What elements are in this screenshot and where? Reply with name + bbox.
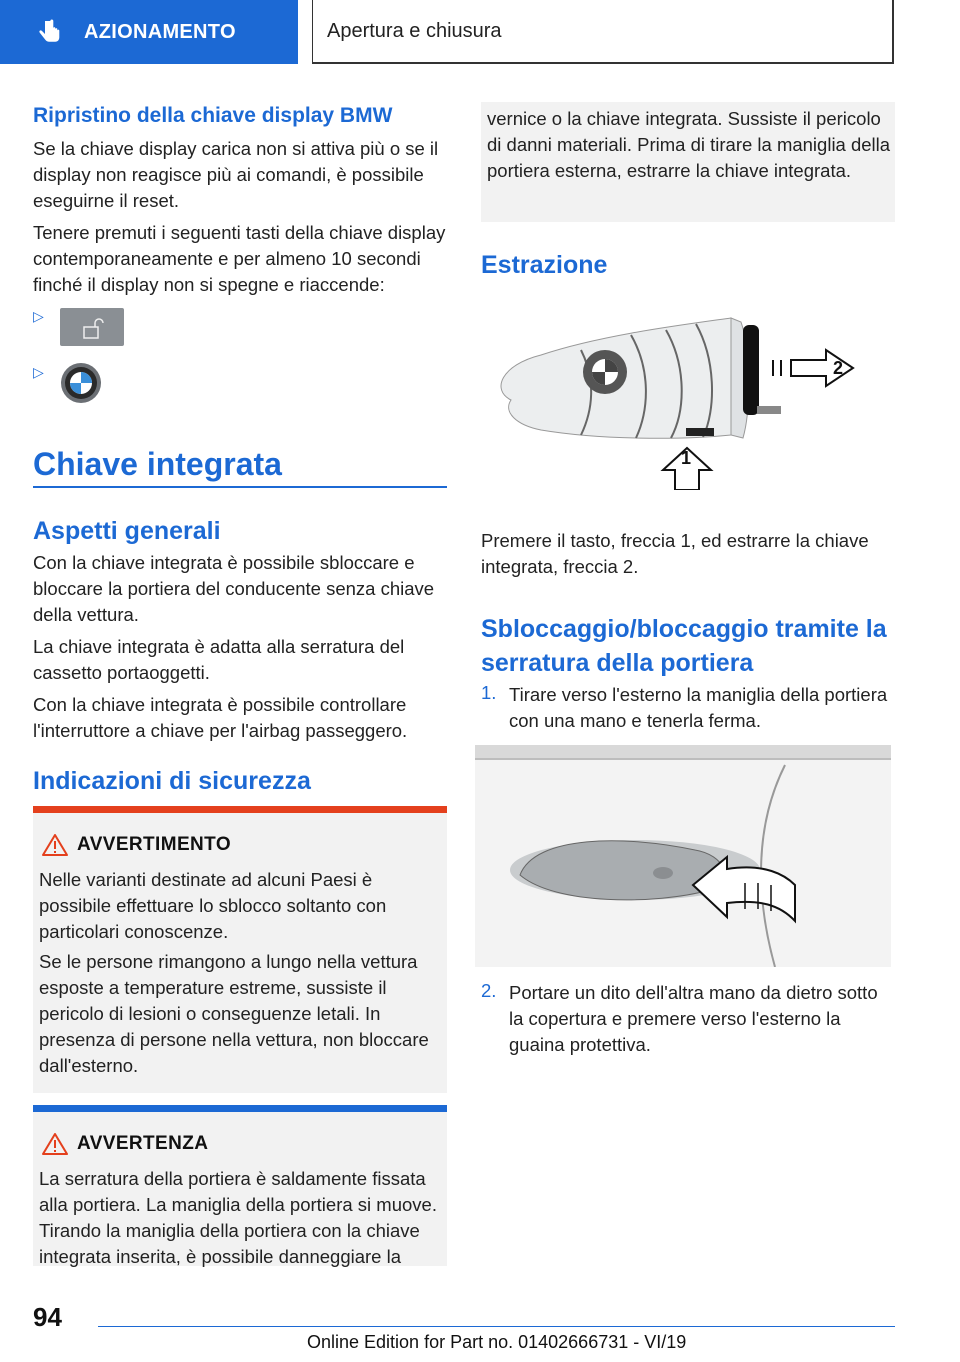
bmw-button-image (60, 362, 102, 404)
notice-bar (33, 1105, 447, 1112)
reset-paragraph-2: Tenere premuti i seguenti tasti della chiave display contemporaneamente e per almeno 10 secondi finché il display non si spegne e riaccende: (33, 222, 446, 295)
warning-triangle-icon (41, 833, 69, 857)
warning-title: AVVERTIMENTO (77, 834, 231, 855)
door-handle-image (475, 745, 891, 967)
unlock-title: Sbloccaggio/bloccaggio tramite la serratura della portiera (481, 615, 887, 677)
general-paragraph-1: Con la chiave integrata è possibile sbloccare e bloccare la portiera del conducente senza chiave della vettura. (33, 552, 435, 625)
general-paragraph-2: La chiave integrata è adatta alla serratura del cassetto portaoggetti. (33, 636, 405, 683)
step-1-number: 1. (481, 682, 497, 703)
edition-footer: Online Edition for Part no. 01402666731 - VI/19 (307, 1332, 687, 1352)
notice-paragraph: La serratura della portiera è saldamente fissata alla portiera. La maniglia della portiera si muove. Tirando la maniglia della portiera con la chiave integrata inserita, è possibile danneggiare la (39, 1168, 437, 1267)
general-section (33, 514, 447, 744)
bmw-logo-icon (60, 362, 102, 404)
warning-paragraph-2: Se le persone rimangono a lungo nella vettura esposte a temperature estreme, sussiste il pericolo di lesioni o conseguenze letali. In presenza di persone nella vettura, non bloccare dall'esterno. (39, 951, 429, 1076)
reset-section (33, 104, 447, 298)
arrow-2-label: 2 (833, 358, 844, 378)
chapter-header (312, 0, 894, 64)
warning-bar (33, 806, 447, 813)
extract-title: Estrazione (481, 251, 608, 279)
notice-continuation: vernice o la chiave integrata. Sussiste il pericolo di danni materiali. Prima di tirare la maniglia della portiera esterna, estrarre la chiave integrata. (487, 108, 891, 181)
main-title: Chiave integrata (33, 446, 282, 482)
arrow-1-label: 1 (681, 448, 692, 468)
footer-rule (98, 1326, 895, 1327)
reset-title: Ripristino della chiave display BMW (33, 104, 393, 127)
hand-pointer-icon (36, 18, 64, 46)
general-paragraph-3: Con la chiave integrata è possibile controllare l'interruttore a chiave per l'airbag passeggero. (33, 694, 408, 741)
notice-title: AVVERTENZA (77, 1133, 209, 1154)
notice-box (33, 1112, 447, 1266)
notice-continuation-box (481, 102, 895, 222)
section-tab[interactable] (0, 0, 298, 64)
step-2-text: Portare un dito dell'altra mano da dietro sotto la copertura e premere verso l'esterno la guaina protettiva. (509, 982, 878, 1055)
warning-paragraph-1: Nelle varianti destinate ad alcuni Paesi è possibile effettuare lo sblocco soltanto con particolari conoscenze. (39, 869, 387, 942)
page-number: 94 (33, 1302, 62, 1332)
unlock-icon (60, 308, 124, 346)
bullet-marker: ▷ (33, 308, 44, 324)
extract-paragraph: Premere il tasto, freccia 1, ed estrarre la chiave integrata, freccia 2. (481, 530, 869, 577)
section-label: AZIONAMENTO (84, 20, 236, 43)
reset-paragraph-1: Se la chiave display carica non si attiva più o se il display non reagisce più ai comandi, è possibile eseguirne il reset. (33, 138, 439, 211)
step-1-text: Tirare verso l'esterno la maniglia della portiera con una mano e tenerla ferma. (509, 684, 888, 731)
warning-box (33, 813, 447, 1093)
unlock-button-image (60, 308, 124, 346)
general-title: Aspetti generali (33, 517, 221, 545)
step-2-number: 2. (481, 980, 497, 1001)
title-rule (33, 486, 447, 488)
caution-triangle-icon (41, 1132, 69, 1156)
key-extraction-image (481, 310, 895, 490)
chapter-label: Apertura e chiusura (327, 19, 502, 42)
bullet-marker: ▷ (33, 364, 44, 380)
safety-title: Indicazioni di sicurezza (33, 767, 311, 795)
